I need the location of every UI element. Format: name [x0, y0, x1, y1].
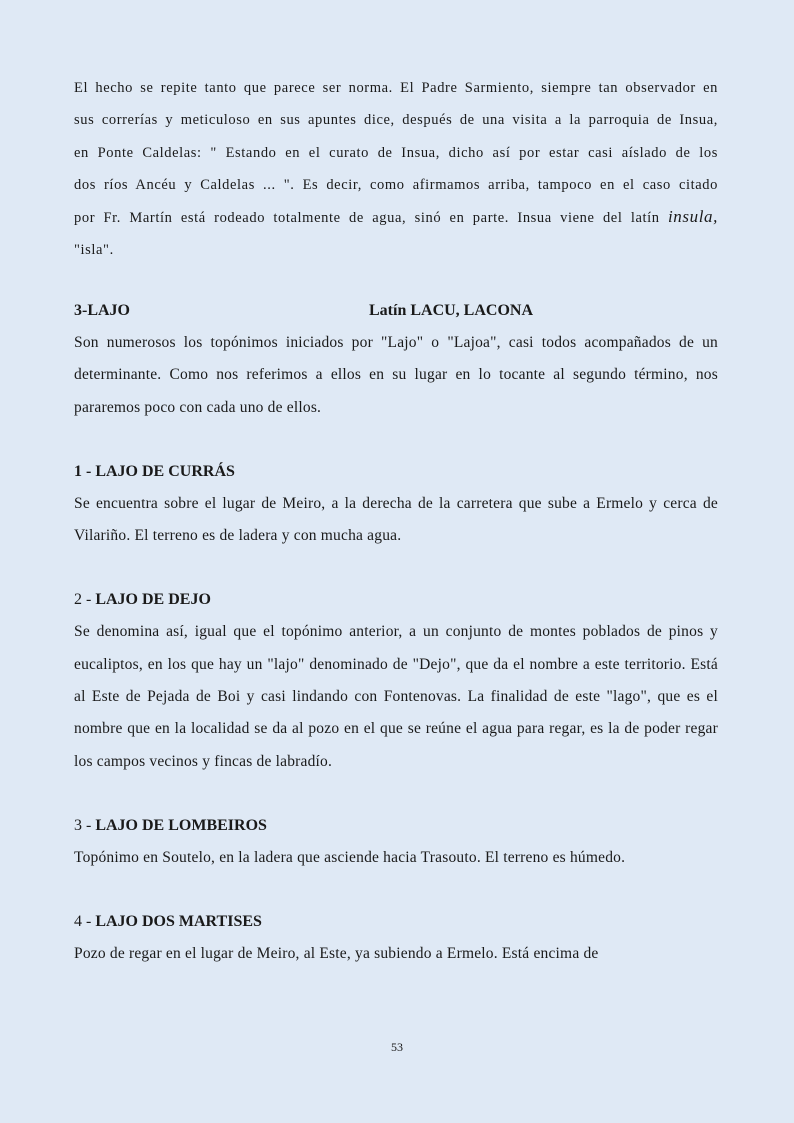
entry-title: LAJO DE DEJO	[95, 591, 211, 609]
entry-title: LAJO DE CURRÁS	[95, 462, 235, 480]
intro-paragraph	[74, 72, 718, 267]
entry-heading-3	[74, 810, 718, 842]
entry-title: LAJO DOS MARTISES	[95, 913, 262, 931]
entry-martises-text: Pozo de regar en el lugar de Meiro, al Este, ya subiendo a Ermelo. Está encima de	[74, 945, 599, 963]
section-number: 3-	[74, 302, 88, 319]
document-page	[74, 72, 718, 971]
lajo-intro-paragraph: Son numerosos los topónimos iniciados por "Lajo" o "Lajoa", casi todos acompañados de un determinante. Como nos referimos a ellos en su lugar en lo tocante al segundo término, nos pararemos poco con cada uno de ellos.	[74, 334, 718, 416]
latin-word: insula,	[667, 207, 718, 227]
section-latin-origin: Latín LACU, LACONA	[369, 302, 534, 319]
page-number: 53	[391, 1040, 403, 1054]
intro-tail: "isla".	[74, 242, 114, 259]
entry-dejo-text: Se denomina así, igual que el topónimo anterior, a un conjunto de montes poblados de pinos y eucaliptos, en los que hay un "lajo" denominado de "Dejo", que da el nombre a este territorio. Está al Este de Pejada de Boi y casi lindando con Fontenovas. La finalidad de este "lago", que es el nombre que en la localidad se da al pozo en el que se reúne el agua para regar, es la de poder regar los campos vecinos y fincas de labradío.	[74, 623, 718, 770]
section-heading	[74, 295, 718, 327]
entry-currras-text: Se encuentra sobre el lugar de Meiro, a la derecha de la carretera que sube a Ermelo y cerca de Vilariño. El terreno es de ladera y con mucha agua.	[74, 494, 718, 545]
entry-number: 1 -	[74, 462, 96, 480]
entry-number: 3 -	[74, 816, 96, 834]
entry-number: 4 -	[74, 913, 96, 931]
intro-text: El hecho se repite tanto que parece ser norma. El Padre Sarmiento, siempre tan observador en sus correrías y meticuloso en sus apuntes dice, después de una visita a la parroquia de Insua, en Ponte Caldelas: " Estando en el curato de Insua, dicho así por estar casi aíslado de los dos ríos Ancéu y Caldelas ... ". Es decir, como afirmamos arriba, tampoco en el caso citado por Fr. Martín está rodeado totalmente de agua, sinó en parte. Insua viene del latín	[74, 80, 718, 227]
section-title: LAJO	[87, 302, 130, 319]
entry-heading-1	[74, 456, 718, 488]
entry-lombeiros-text: Topónimo en Soutelo, en la ladera que asciende hacia Trasouto. El terreno es húmedo.	[74, 848, 626, 866]
entry-number: 2 -	[74, 591, 96, 609]
entry-heading-4	[74, 906, 718, 938]
entry-title: LAJO DE LOMBEIROS	[95, 816, 267, 834]
entry-heading-2	[74, 584, 718, 616]
